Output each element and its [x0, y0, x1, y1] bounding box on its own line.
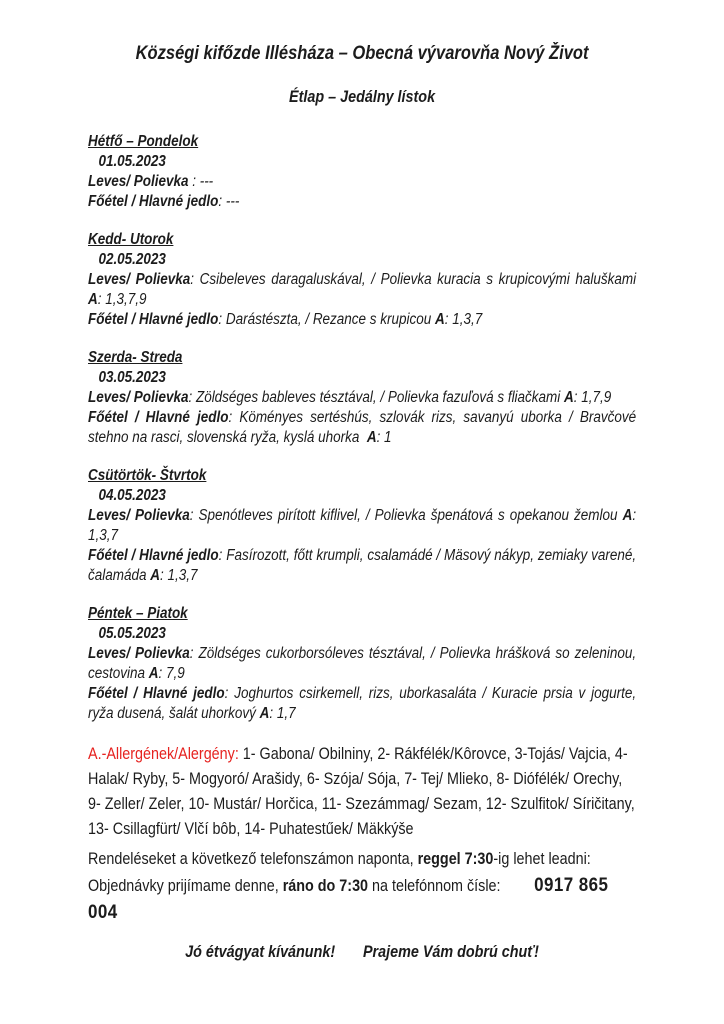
day-section-tuesday: [88, 230, 636, 330]
text-segment: Leves/ Polievka: [88, 173, 189, 190]
farewell-line: [88, 941, 636, 963]
text-segment: Főétel / Hlavné jedlo: [88, 311, 219, 328]
soup-line: [88, 388, 636, 408]
soup-line: [88, 644, 636, 684]
text-segment: Rendeléseket a következő telefonszámon naponta,: [88, 850, 418, 868]
text-segment: -ig lehet leadni:: [493, 850, 591, 868]
text-segment: Főétel / Hlavné jedlo: [88, 547, 219, 564]
text-segment: : Darástészta, / Rezance s krupicou: [218, 311, 435, 328]
day-header: Szerda- Streda: [88, 349, 183, 366]
text-segment: A: [259, 705, 270, 722]
text-segment: A: [366, 429, 377, 446]
day-date: 02.05.2023: [98, 251, 166, 268]
text-segment: : Fasírozott, főtt krumpli, csalamádé / Mäsový nákyp, zemiaky varené, čalamáda: [88, 547, 637, 584]
day-date: 04.05.2023: [98, 487, 166, 504]
soup-line: [88, 506, 636, 546]
text-segment: : ---: [218, 193, 240, 210]
farewell-slovak: Prajeme Vám dobrú chuť!: [362, 943, 539, 961]
text-segment: : 1,3,7: [159, 567, 198, 584]
day-header: Kedd- Utorok: [88, 231, 174, 248]
text-segment: : Joghurtos csirkemell, rizs, uborkasaláta / Kuracie prsia v jogurte, ryža dusená, šalát uhorkový: [88, 685, 637, 722]
farewell-hungarian: Jó étvágyat kívánunk!: [185, 943, 336, 961]
text-segment: : Köményes sertéshús, szlovák rizs, savanyú uborka / Bravčové stehno na rasci, slovenská ryža, kyslá uhorka: [88, 409, 637, 446]
main-course-line: [88, 192, 636, 212]
day-section-wednesday: [88, 348, 636, 448]
text-segment: Leves/ Polievka: [88, 389, 189, 406]
text-segment: : 1: [376, 429, 392, 446]
day-date: 03.05.2023: [98, 369, 166, 386]
text-segment: A: [622, 507, 633, 524]
day-section-thursday: [88, 466, 636, 586]
text-segment: A: [434, 311, 445, 328]
text-segment: Leves/ Polievka: [88, 645, 190, 662]
text-segment: : 1,7,9: [573, 389, 612, 406]
text-segment: : Spenótleves pirított kiflivel, / Polievka špenátová s opekanou žemlou: [189, 507, 623, 524]
text-segment: : Zöldséges cukorborsóleves tésztával, / Polievka hrášková so zeleninou, cestovina: [88, 645, 637, 682]
day-date: 01.05.2023: [98, 153, 166, 170]
text-segment: A: [88, 291, 98, 308]
text-segment: : Zöldséges bableves tésztával, / Polievka fazuľová s fliačkami: [188, 389, 565, 406]
page-subtitle: Étlap – Jedálny lístok: [289, 88, 436, 106]
soup-line: [88, 270, 636, 310]
text-segment: : ---: [188, 173, 214, 190]
main-course-line: [88, 310, 636, 330]
day-header: Csütörtök- Štvrtok: [88, 467, 207, 484]
order-info-line-hu: [88, 846, 636, 872]
day-section-friday: [88, 604, 636, 724]
text-segment: Főétel / Hlavné jedlo: [88, 685, 225, 702]
text-segment: : 1,3,7,9: [97, 291, 147, 308]
text-segment: Leves/ Polievka: [88, 271, 191, 288]
text-segment: A: [150, 567, 160, 584]
text-segment: Főétel / Hlavné jedlo: [88, 409, 229, 426]
order-info-block: [88, 846, 636, 926]
text-segment: Objednávky prijímame denne,: [88, 877, 283, 895]
text-segment: 1- Gabona/ Obilniny, 2- Rákfélék/Kôrovce, 3-Tojás/ Vajcia, 4- Halak/ Ryby, 5- Mogyoró/ Arašidy, 6- Szója/ Sója, 7- Tej/ Mlieko, 8- Diófélék/ Orechy, 9- Zeller/ Zeler, 10- Mustár/ Horčica, 11- Szezámmag/ Sezam, 12- Szulfitok/ Síričitany, 13- Csillagfürt/ Vlčí bôb, 14- Puhatestűek/ Mäkkýše: [88, 745, 635, 838]
page-title: Községi kifőzde Illésháza – Obecná vývarovňa Nový Život: [135, 43, 589, 64]
text-segment: A.-Allergének/Alergény:: [88, 745, 239, 763]
day-header: Péntek – Piatok: [88, 605, 188, 622]
main-course-line: [88, 546, 636, 586]
text-segment: A: [564, 389, 574, 406]
text-segment: : 1,3,7: [88, 507, 637, 544]
text-segment: Főétel / Hlavné jedlo: [88, 193, 219, 210]
text-segment: : Csibeleves daragaluskával, / Polievka kuracia s krupicovými haluškami: [190, 271, 637, 288]
soup-line: [88, 172, 636, 192]
text-segment: ráno do 7:30: [282, 877, 369, 895]
day-header: Hétfő – Pondelok: [88, 133, 199, 150]
main-course-line: [88, 408, 636, 448]
day-section-monday: [88, 132, 636, 212]
order-info-line-sk: [88, 872, 636, 926]
text-segment: na telefónnom čísle:: [368, 877, 505, 895]
day-date: 05.05.2023: [98, 625, 166, 642]
text-segment: : 1,3,7: [444, 311, 483, 328]
text-segment: : 7,9: [158, 665, 185, 682]
allergens-paragraph: [88, 742, 636, 842]
phone-number: 0917 865 004: [88, 874, 609, 923]
text-segment: Leves/ Polievka: [88, 507, 190, 524]
text-segment: reggel 7:30: [417, 850, 494, 868]
document-content: [88, 0, 636, 963]
main-course-line: [88, 684, 636, 724]
text-segment: : 1,7: [269, 705, 296, 722]
text-segment: A: [148, 665, 159, 682]
